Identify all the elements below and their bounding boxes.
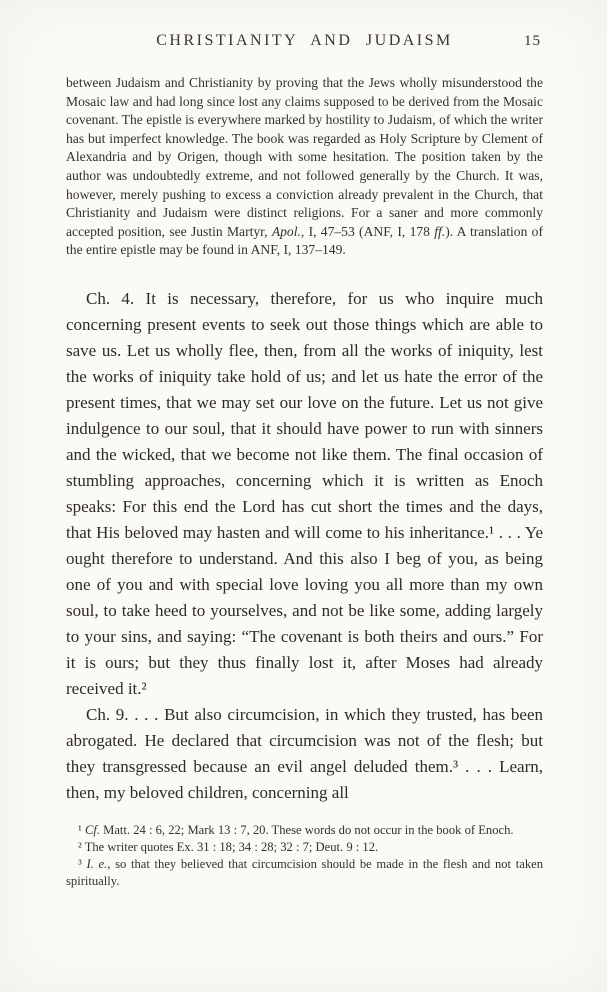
body-text xyxy=(66,286,543,806)
editorial-note-paragraph xyxy=(66,74,543,260)
text-segment: Matt. 24 : 6, 22; Mark 13 : 7, 20. These words do not occur in the book of Enoch. xyxy=(100,823,514,838)
text-segment: ¹ xyxy=(78,823,85,838)
footnotes-section xyxy=(66,822,543,891)
footnote-1 xyxy=(66,822,543,839)
text-segment: I. e. xyxy=(86,857,108,872)
text-segment: ³ xyxy=(78,857,87,872)
text-segment: Apol. xyxy=(271,223,301,239)
text-segment: between Judaism and Christianity by proving that the Jews wholly misunderstood the Mosaic law and had long since lost any claims supposed to be derived from the Mosaic covenant. The epistle is everywhere marked by hostility to Judaism, of which the writer has but imperfect knowledge. The book was regarded as Holy Scripture by Clement of Alexandria and by Origen, though with some hesitation. The position taken by the author was undoubtedly extreme, and not followed generally by the Church. It was, however, merely pushing to excess a conviction already prevalent in the Church, that Christianity and Judaism were distinct religions. For a saner and more commonly accepted position, see Justin Martyr, xyxy=(66,75,543,239)
footnote-3 xyxy=(66,856,543,890)
body-paragraph-ch4 xyxy=(66,286,543,702)
text-segment: Ch. 4. It is necessary, therefore, for us who inquire much concerning present events to seek out those things which are able to save us. Let us wholly flee, then, from all the works of iniquity, lest the works of iniquity take hold of us; and let us hate the error of the present times, that we may set our love on the future. Let us not give indulgence to our soul, that it should have power to run with sinners and the wicked, that we become not like them. The final occasion of stumbling approaches, concerning which it is written as Enoch speaks: For this end the Lord has cut short the times and the days, that His beloved may hasten and will come to his inheritance.¹ . . . Ye ought therefore to understand. And this also I beg of you, as being one of you and with special love loving you all more than my own soul, to take heed to yourselves, and not be like some, adding largely to your sins, and saying: “The covenant is both theirs and ours.” For it is ours; but they thus finally lost it, after Moses had already received it.² xyxy=(66,289,543,699)
page-number: 15 xyxy=(524,33,541,49)
text-segment: Ch. 9. . . . But also circumcision, in which they trusted, has been abrogated. He declared that circumcision was not of the flesh; but they transgressed because an evil angel deluded them.³ . . . Learn, then, my beloved children, concerning all xyxy=(66,705,543,803)
page-header xyxy=(66,32,543,56)
text-segment: , I, 47–53 (ANF, I, 178 xyxy=(300,223,435,239)
text-segment: Cf. xyxy=(84,823,100,838)
text-segment: ff. xyxy=(434,223,446,239)
body-paragraph-ch9 xyxy=(66,702,543,806)
text-segment: , so that they believed that circumcision should be made in the flesh and not taken spiritually. xyxy=(66,857,544,889)
running-head-title: CHRISTIANITY AND JUDAISM xyxy=(156,32,453,49)
footnote-2 xyxy=(66,839,543,856)
text-segment: ² The writer quotes Ex. 31 : 18; 34 : 28; 32 : 7; Deut. 9 : 12. xyxy=(78,840,379,855)
text-segment: ). A translation of the entire epistle may be found in ANF, I, 137–149. xyxy=(66,223,543,258)
